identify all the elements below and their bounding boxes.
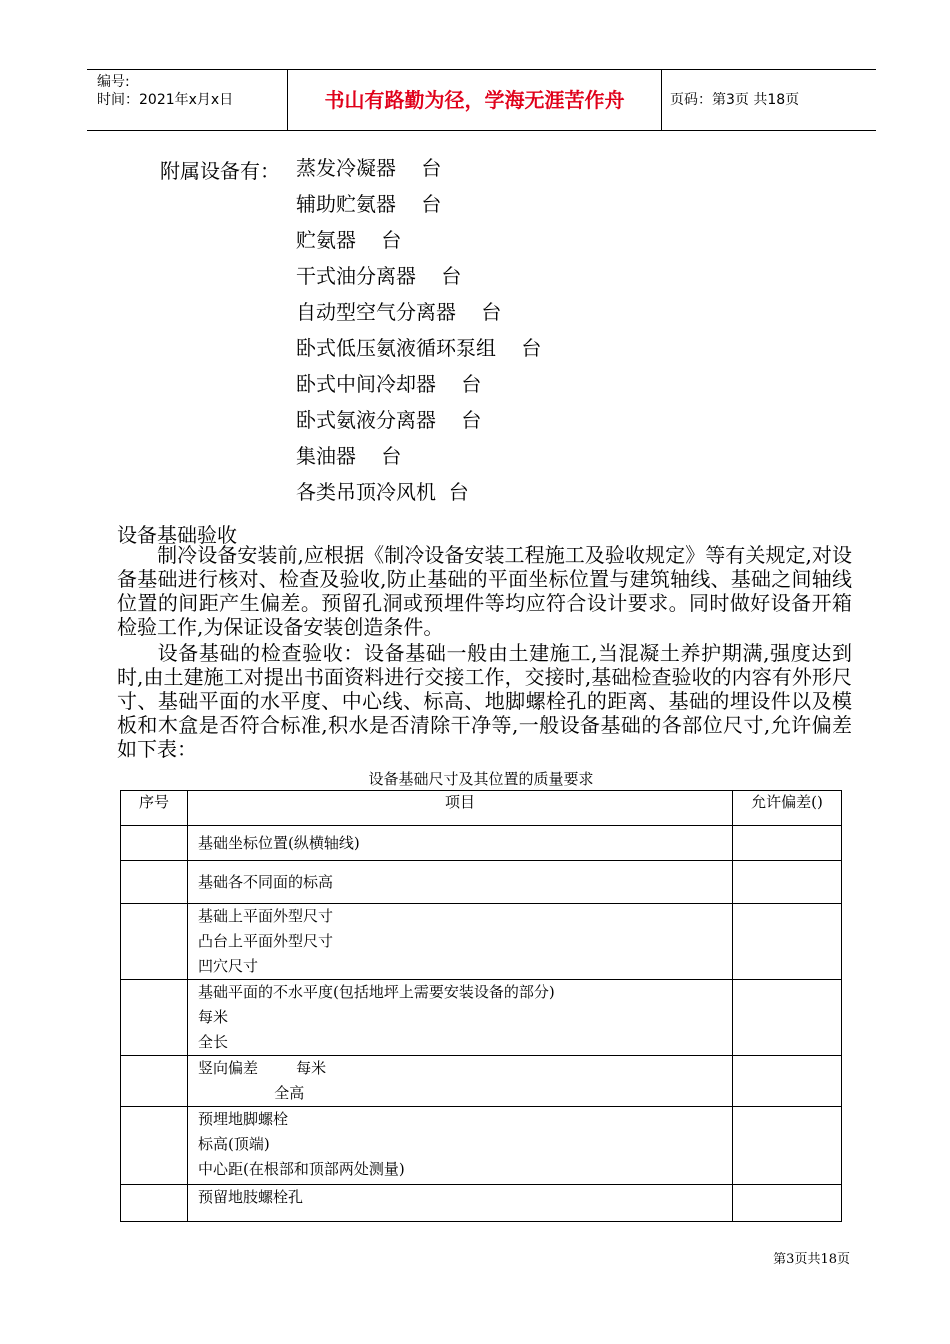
table-cell-item: 基础上平面外型尺寸 凸台上平面外型尺寸 凹穴尺寸 bbox=[188, 904, 733, 980]
table-row bbox=[121, 1056, 842, 1107]
paragraph-1 bbox=[117, 543, 852, 639]
table-cell-item: 基础平面的不水平度(包括地坪上需要安装设备的部分) 每米 全长 bbox=[188, 980, 733, 1056]
equipment-item: 辅助贮氨器 台 bbox=[296, 192, 442, 216]
equipment-item: 各类吊顶冷风机 台 bbox=[296, 480, 469, 504]
equipment-item: 卧式氨液分离器 台 bbox=[296, 408, 482, 432]
quality-table bbox=[120, 790, 842, 1222]
header-divider bbox=[661, 70, 662, 130]
header-page-info: 页码：第3页 共18页 bbox=[670, 92, 800, 108]
equipment-list bbox=[296, 155, 541, 515]
page-header bbox=[87, 69, 876, 131]
table-cell-item: 预留地肢螺栓孔 bbox=[188, 1185, 733, 1222]
table-cell-item: 基础坐标位置(纵横轴线) bbox=[188, 826, 733, 861]
equipment-item: 蒸发冷凝器 台 bbox=[296, 156, 442, 180]
col-header-item: 项目 bbox=[188, 791, 733, 826]
table-cell-item: 基础各不同面的标高 bbox=[188, 861, 733, 904]
page-footer: 第3页共18页 bbox=[773, 1252, 850, 1267]
table-cell-item: 竖向偏差 每米 全高 bbox=[188, 1056, 733, 1107]
table-row bbox=[121, 1185, 842, 1222]
table-row bbox=[121, 861, 842, 904]
table-row bbox=[121, 980, 842, 1056]
equipment-item: 贮氨器 台 bbox=[296, 228, 402, 252]
table-cell-item: 预埋地脚螺栓 标高(顶端) 中心距(在根部和顶部两处测量) bbox=[188, 1107, 733, 1185]
header-motto: 书山有路勤为径，学海无涯苦作舟 bbox=[324, 88, 625, 112]
col-header-number: 序号 bbox=[121, 791, 188, 826]
paragraph-2-text: 设备基础的检查验收：设备基础一般由土建施工,当混凝土养护期满,强度达到时,由土建施工对提出书面资料进行交接工作，交接时,基础检查验收的内容有外形尺寸、基础平面的水平度、中心线、标高、地脚螺栓孔的距离、基础的埋设件以及模板和木盒是否符合标准,积水是否清除干净等,一般设备基础的各部位尺寸,允许偏差如下表： bbox=[117, 641, 852, 761]
header-meta bbox=[97, 73, 233, 109]
time-label: 时间：2021年x月x日 bbox=[97, 92, 234, 108]
section-title: 设备基础验收 bbox=[117, 523, 237, 547]
col-header-tolerance: 允许偏差() bbox=[733, 791, 842, 826]
equipment-item: 卧式低压氨液循环泵组 台 bbox=[296, 336, 542, 360]
equipment-item: 自动型空气分离器 台 bbox=[296, 300, 502, 324]
equipment-item: 干式油分离器 台 bbox=[296, 264, 462, 288]
equipment-label: 附属设备有： bbox=[160, 159, 280, 183]
table-header-row bbox=[121, 791, 842, 826]
paragraph-2 bbox=[117, 641, 852, 761]
number-label: 编号: bbox=[97, 74, 130, 90]
equipment-item: 卧式中间冷却器 台 bbox=[296, 372, 482, 396]
equipment-item: 集油器 台 bbox=[296, 444, 402, 468]
paragraph-1-text: 制冷设备安装前,应根据《制冷设备安装工程施工及验收规定》等有关规定,对设备基础进行核对、检查及验收,防止基础的平面坐标位置与建筑轴线、基础之间轴线位置的间距产生偏差。预留孔洞或预埋件等均应符合设计要求。同时做好设备开箱检验工作,为保证设备安装创造条件。 bbox=[117, 543, 852, 639]
table-row bbox=[121, 904, 842, 980]
table-row bbox=[121, 826, 842, 861]
table-caption: 设备基础尺寸及其位置的质量要求 bbox=[368, 770, 594, 788]
table-row bbox=[121, 1107, 842, 1185]
